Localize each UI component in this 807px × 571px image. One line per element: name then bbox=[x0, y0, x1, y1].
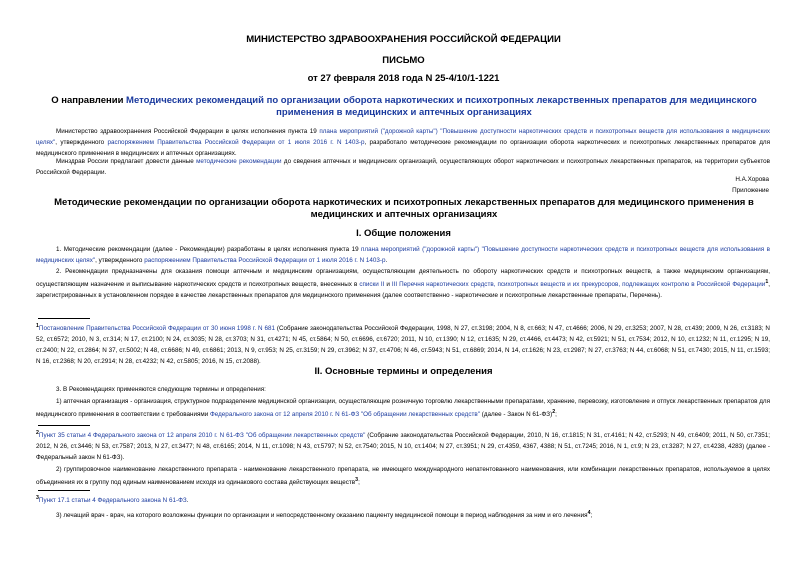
s1-p1-text-a: 1. Методические рекомендации (далее - Рекомендации) разработаны в целях исполнения пункта 19 bbox=[56, 246, 362, 253]
s1-p1-text-b: , утвержденного bbox=[95, 257, 145, 264]
s1-p2-text-c: , зарегистрированных в установленном порядке в качестве лекарственных препаратов для медицинского применения (далее соответственно - наркотические и психотропные лекарственные препараты, Перечень). bbox=[36, 281, 770, 300]
intro-p2-text-b: до сведения аптечных и медицинских организаций, осуществляющих оборот наркотических и психотропных лекарственных препаратов, на территории субъектов Российской Федерации. bbox=[36, 158, 770, 176]
footnote-2-ref[interactable]: 2 bbox=[552, 409, 556, 415]
law-61fz-article-17-1-link[interactable]: Пункт 17.1 статьи 4 Федерального закона N 61-ФЗ bbox=[38, 497, 187, 505]
def3-text-a: 3) лечащий врач - врач, на которого возложены функции по организации и непосредственному оказанию пациенту медицинской помощи в период наблюдения за ним и его лечения bbox=[56, 512, 588, 520]
footnote-3-text: . bbox=[186, 497, 189, 505]
footnote-separator-3 bbox=[38, 490, 90, 491]
intro-p2-text-a: Минздрав России предлагает довести данные bbox=[56, 158, 197, 165]
definition-2 bbox=[36, 464, 770, 488]
s1-p1-text-c: . bbox=[385, 257, 388, 264]
roadmap-link[interactable]: плана мероприятий ("дорожной карты") "Повышение доступности наркотических средств и психотропных веществ для использования в медицинских целях" bbox=[36, 128, 770, 146]
document-type-heading: ПИСЬМО bbox=[382, 55, 425, 66]
def1-text-c: ; bbox=[555, 411, 557, 419]
intro-paragraph-2 bbox=[36, 156, 770, 178]
footnote-4-ref[interactable]: 4 bbox=[587, 510, 591, 516]
subject-heading bbox=[36, 95, 772, 119]
section-2-title: II. Основные термины и определения bbox=[314, 366, 493, 377]
footnote-1-ref[interactable]: 1 bbox=[765, 279, 769, 285]
section-1-paragraph-1 bbox=[36, 244, 770, 266]
intro-p1-text-b: , утвержденного bbox=[55, 139, 108, 146]
section-1-paragraph-2 bbox=[36, 266, 770, 301]
intro-paragraph-1 bbox=[36, 126, 770, 159]
footnote-2-mark: 2 bbox=[36, 430, 39, 436]
def2-text-a: 2) группировочное наименование лекарственного препарата - наименование лекарственного препарата, не имеющего международного непатентованного наименования, или комбинации лекарственных препаратов, используемое в целях объединения их в группу под единым наименованием исходя из одинакового состава действующих веществ bbox=[36, 466, 770, 487]
def1-text-b: (далее - Закон N 61-ФЗ) bbox=[479, 411, 553, 419]
definition-3 bbox=[36, 508, 770, 521]
intro-p1-text-a: Министерство здравоохранения Российской Федерации в целях исполнения пункта 19 bbox=[56, 128, 320, 135]
footnote-3 bbox=[36, 493, 770, 506]
section-2-paragraph-3: 3. В Рекомендациях применяются следующие термины и определения: bbox=[56, 386, 266, 393]
footnote-1-text: (Собрание законодательства Российской Федерации, 1998, N 27, ст.3198; 2004, N 8, ст.663; N 47, ст.4666; 2006, N 29, ст.3253; 2007, N 28, ст.439; 2009, N 26, ст.3183; N 52, ст.6572; 2010, N 3, ст.314; N 17, ст.2100; N 24, ст.3035; N 28, ст.3703; N 31, ст.4271; N 45, ст.5864; N 50, ст.6696, ст.6720; 2011, N 10, ст.1390; N 12, ст.1635; N 29, ст.4466, ст.4473; N 42, ст.5921; N 51, ст.7534; 2012, N 10, ст.1232; N 11, ст.1295; N 19, ст.2400; N 22, ст.2864; N 37, ст.5002; N 48, ст.6686; N 49, ст.6861; 2013, N 9, ст.953; N 25, ст.3159; N 29, ст.3962; N 37, ст.4706; N 46, ст.5943; N 51, ст.6869; 2014, N 14, ст.1626; N 23, ст.2987; N 27, ст.3763; N 44, ст.6068; N 51, ст.7430; 2015, N 11, ст.1593; N 16, ст.2368; N 20, ст.2914; N 28, ст.4232; N 42, ст.5805; 2016, N 15, ст.2088). bbox=[36, 325, 770, 366]
signature: Н.А.Хорова bbox=[735, 176, 769, 183]
footnote-1-mark: 1 bbox=[36, 323, 39, 329]
appendix-label: Приложение bbox=[732, 187, 769, 194]
list-ii-link[interactable]: списки II bbox=[359, 281, 385, 289]
footnote-3-ref[interactable]: 3 bbox=[355, 477, 359, 483]
s1-p2-text-b: и bbox=[384, 281, 392, 289]
footnote-separator-1 bbox=[38, 318, 90, 319]
footnote-2 bbox=[36, 428, 770, 463]
intro-p1-text-c: , разработало методические рекомендации по организации оборота наркотических и психотропных лекарственных препаратов для медицинского применения в медицинских и аптечных организациях. bbox=[36, 139, 770, 157]
subject-link[interactable]: Методических рекомендаций по организации оборота наркотических и психотропных лекарственных препаратов для медицинского применения в медицинских и аптечных организациях bbox=[126, 95, 757, 118]
def1-text-a: 1) аптечная организация - организация, структурное подразделение медицинской организации, осуществляющие розничную торговлю лекарственными препаратами, хранение, перевозку, изготовление и отпуск лекарственных препаратов для медицинского применения в соответствии с требованиями bbox=[36, 398, 770, 419]
footnote-separator-2 bbox=[38, 425, 90, 426]
footnote-1 bbox=[36, 321, 770, 367]
methods-title: Методические рекомендации по организации оборота наркотических и психотропных лекарственных препаратов для медицинского применения в медицинских и аптечных организациях bbox=[54, 197, 754, 220]
methodical-recommendations-link[interactable]: методические рекомендации bbox=[196, 158, 282, 165]
decree-681-link[interactable]: Постановление Правительства Российской Федерации от 30 июня 1998 г. N 681 bbox=[38, 325, 275, 333]
def3-text-b: ; bbox=[590, 512, 593, 520]
government-order-link[interactable]: распоряжением Правительства Российской Федерации от 1 июля 2016 г. N 1403-р bbox=[107, 139, 365, 146]
s1-roadmap-link[interactable]: плана мероприятий ("дорожной карты") "Повышение доступности наркотических средств и психотропных веществ для использования в медицинских целях" bbox=[36, 246, 770, 264]
footnote-3-mark: 3 bbox=[36, 495, 39, 501]
s1-p2-text-a: 2. Рекомендации предназначены для оказания помощи аптечным и медицинским организациям, осуществляющим деятельность по обороту наркотических средств и психотропных веществ, а также медицинским организациям, осуществляющим назначение и выписывание наркотических средств и психотропных веществ, внесенных в bbox=[36, 268, 770, 289]
ministry-heading: МИНИСТЕРСТВО ЗДРАВООХРАНЕНИЯ РОССИЙСКОЙ ФЕДЕРАЦИИ bbox=[246, 34, 561, 45]
section-1-title: I. Общие положения bbox=[356, 228, 451, 239]
definition-1 bbox=[36, 396, 770, 420]
list-iii-link[interactable]: III Перечня наркотических средств, психотропных веществ и их прекурсоров, подлежащих контролю в Российской Федерации bbox=[391, 281, 766, 289]
def2-text-b: ; bbox=[358, 479, 360, 487]
document-date-heading: от 27 февраля 2018 года N 25-4/10/1-1221 bbox=[307, 73, 500, 84]
law-61fz-link[interactable]: Федерального закона от 12 апреля 2010 г. N 61-ФЗ "Об обращении лекарственных средств" bbox=[209, 411, 480, 419]
law-61fz-article-4-link[interactable]: Пункт 35 статьи 4 Федерального закона от 12 апреля 2010 г. N 61-ФЗ "Об обращении лекарственных средств" bbox=[38, 432, 366, 440]
s1-government-order-link[interactable]: распоряжением Правительства Российской Федерации от 1 июля 2016 г. N 1403-р bbox=[144, 257, 386, 264]
subject-prefix: О направлении bbox=[51, 95, 127, 106]
footnote-2-text: (Собрание законодательства Российской Федерации, 2010, N 16, ст.1815; N 31, ст.4161; N 42, ст.5293; N 49, ст.6409; 2011, N 50, ст.7351; 2012, N 26, ст.3446; N 53, ст.7587; 2013, N 27, ст.3477; N 48, ст.6165; 2014, N 11, ст.1098; N 43, ст.5797; N 52, ст.7540; 2015, N 10, ст.1404; N 27, ст.3951; N 29, ст.4359, 4367, 4388; N 51, ст.7245; 2016, N 1, ст.9; N 23, ст.3287; N 27, ст.4238, 4283) (далее - Федеральный закон N 61-ФЗ). bbox=[36, 432, 770, 462]
